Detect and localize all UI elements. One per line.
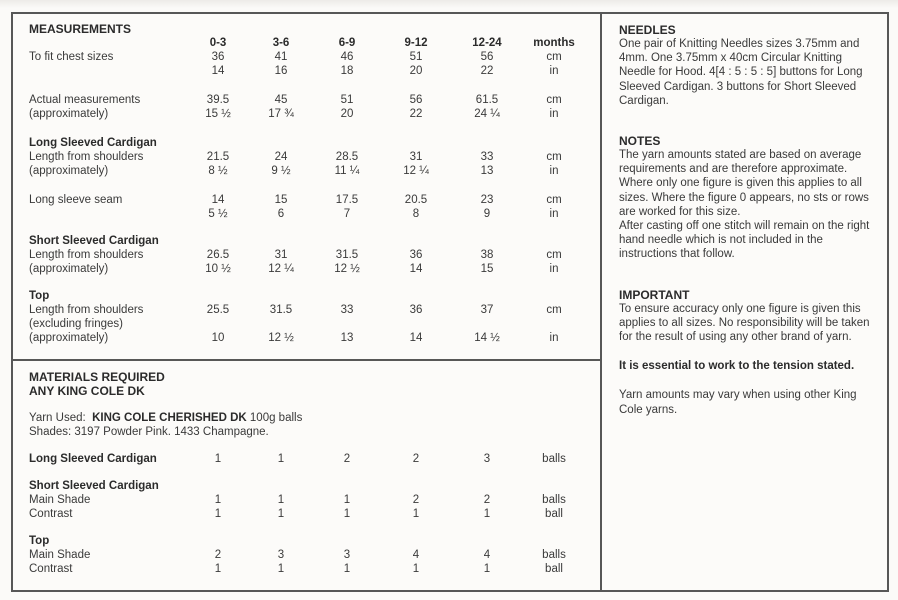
needles-text: One pair of Knitting Needles sizes 3.75mm and 4mm. One 3.75mm x 40cm Circular Knitting Needle for Hood. 4[4 : 5 : 5 : 5] buttons for Long Sleeved Cardigan. 3 buttons for Short Sleeved Cardigan. xyxy=(619,38,863,107)
measurement-line xyxy=(29,193,600,207)
size-value: 12 ½ xyxy=(268,332,294,344)
size-value: 51 xyxy=(340,94,354,106)
size-value: 56 xyxy=(480,51,494,63)
balls-value: 1 xyxy=(214,508,222,520)
balls-value: 1 xyxy=(277,508,285,520)
unit-label: cm xyxy=(546,151,562,163)
shades-line: Shades: 3197 Powder Pink. 1433 Champagne. xyxy=(29,426,269,438)
size-value xyxy=(187,317,249,331)
notes-paragraph: Where only one figure is given this applies to all sizes. Where the figure 0 appears, no sts or rows are worked for this size. xyxy=(619,177,869,218)
size-value xyxy=(249,317,313,331)
size-value: 45 xyxy=(274,94,288,106)
size-value: 38 xyxy=(480,249,494,261)
measurement-line xyxy=(29,248,600,262)
row-label xyxy=(29,64,187,78)
size-value: 25.5 xyxy=(206,304,230,316)
yarn-used-label: Yarn Used: xyxy=(29,412,86,424)
yarn-variation-note: Yarn amounts may vary when using other King Cole yarns. xyxy=(619,389,857,416)
garment-section-title: Short Sleeved Cardigan xyxy=(29,235,159,247)
balls-value: 1 xyxy=(412,563,420,575)
important-title: IMPORTANT xyxy=(619,287,690,302)
size-value: 24 xyxy=(274,151,288,163)
balls-value: 1 xyxy=(343,494,351,506)
garment-section-title: Long Sleeved Cardigan xyxy=(29,137,157,149)
size-value: 39.5 xyxy=(206,94,230,106)
measurement-line xyxy=(29,164,600,178)
size-value: 15 xyxy=(480,263,494,275)
row-label: (excluding fringes) xyxy=(29,318,123,330)
balls-value: 3 xyxy=(483,453,491,465)
size-value: 12 ¼ xyxy=(403,165,429,177)
notes-paragraph: After casting off one stitch will remain on the right hand needle which is not included in the instructions that follow. xyxy=(619,220,870,261)
measurement-line xyxy=(29,93,600,107)
unit-label xyxy=(523,317,585,331)
size-value: 24 ¼ xyxy=(474,108,500,120)
size-value: 20 xyxy=(409,65,423,77)
balls-value: 1 xyxy=(214,494,222,506)
size-value: 31 xyxy=(409,151,423,163)
balls-value: 2 xyxy=(412,494,420,506)
garment-section-title: Short Sleeved Cardigan xyxy=(29,480,159,492)
size-value: 20 xyxy=(340,108,354,120)
row-label xyxy=(29,207,187,221)
unit-label: in xyxy=(549,208,559,220)
row-label: Length from shoulders xyxy=(29,304,144,316)
balls-value: 1 xyxy=(277,453,285,465)
balls-value: 1 xyxy=(277,563,285,575)
unit-label: ball xyxy=(545,508,563,520)
materials-section xyxy=(13,361,600,590)
materials-row xyxy=(29,493,600,507)
size-value: 22 xyxy=(480,65,494,77)
unit-label: in xyxy=(549,108,559,120)
unit-label: in xyxy=(549,332,559,344)
size-value: 13 xyxy=(480,165,494,177)
materials-row xyxy=(29,562,600,576)
size-value: 33 xyxy=(340,304,354,316)
unit-label: cm xyxy=(546,94,562,106)
size-value: 10 xyxy=(211,332,225,344)
materials-row xyxy=(29,548,600,562)
balls-value: 2 xyxy=(412,453,420,465)
size-value: 14 xyxy=(211,194,225,206)
size-value: 14 ½ xyxy=(474,332,500,344)
measurement-line xyxy=(29,50,600,64)
size-value: 14 xyxy=(409,263,423,275)
row-label: Long sleeve seam xyxy=(29,194,123,206)
row-label: Length from shoulders xyxy=(29,151,144,163)
row-label: Main Shade xyxy=(29,549,91,561)
important-text: To ensure accuracy only one figure is given this applies to all sizes. No responsibility will be taken for the result of using any other brand of yarn. xyxy=(619,302,870,344)
balls-value: 1 xyxy=(343,508,351,520)
unit-label: balls xyxy=(542,549,566,561)
measurement-line xyxy=(29,317,600,331)
balls-value: 2 xyxy=(214,549,222,561)
materials-title-line2: ANY KING COLE DK xyxy=(29,384,145,398)
size-value: 9 xyxy=(483,208,491,220)
yarn-used-line xyxy=(29,411,600,425)
size-value: 13 xyxy=(340,332,354,344)
size-header-unit: months xyxy=(533,37,575,49)
size-value xyxy=(313,317,381,331)
row-label: (approximately) xyxy=(29,165,109,177)
size-value: 36 xyxy=(409,304,423,316)
size-value: 6 xyxy=(277,208,285,220)
size-value: 33 xyxy=(480,151,494,163)
unit-label: balls xyxy=(542,453,566,465)
size-value xyxy=(381,317,451,331)
row-label: Main Shade xyxy=(29,494,91,506)
size-value: 8 ½ xyxy=(208,165,228,177)
balls-value: 4 xyxy=(483,549,491,561)
balls-value: 3 xyxy=(343,549,351,561)
measurement-line xyxy=(29,107,600,121)
size-value: 31.5 xyxy=(269,304,293,316)
left-panel xyxy=(13,14,602,590)
row-label: To fit chest sizes xyxy=(29,51,114,63)
row-label: Length from shoulders xyxy=(29,249,144,261)
unit-label: ball xyxy=(545,563,563,575)
balls-value: 1 xyxy=(214,563,222,575)
row-label: Contrast xyxy=(29,563,73,575)
pattern-sheet xyxy=(11,12,889,592)
unit-label: cm xyxy=(546,304,562,316)
size-header: 9-12 xyxy=(404,37,428,49)
size-value: 46 xyxy=(340,51,354,63)
balls-value: 1 xyxy=(483,563,491,575)
row-label: (approximately) xyxy=(29,263,109,275)
size-value: 22 xyxy=(409,108,423,120)
size-value: 23 xyxy=(480,194,494,206)
size-value: 56 xyxy=(409,94,423,106)
size-value: 51 xyxy=(409,51,423,63)
size-value: 10 ½ xyxy=(205,263,231,275)
garment-section-title: Top xyxy=(29,535,50,547)
row-label: (approximately) xyxy=(29,332,109,344)
balls-value: 2 xyxy=(483,494,491,506)
unit-label: in xyxy=(549,165,559,177)
balls-value: 1 xyxy=(214,453,222,465)
row-label: Contrast xyxy=(29,508,73,520)
unit-label: cm xyxy=(546,51,562,63)
size-value: 9 ½ xyxy=(271,165,291,177)
size-value: 12 ½ xyxy=(334,263,360,275)
size-value: 14 xyxy=(409,332,423,344)
tension-emphasis-text: It is essential to work to the tension stated. xyxy=(619,360,855,373)
unit-label: in xyxy=(549,65,559,77)
size-value: 17 ¾ xyxy=(268,108,294,120)
garment-section-title: Top xyxy=(29,290,50,302)
size-value: 26.5 xyxy=(206,249,230,261)
size-value: 20.5 xyxy=(404,194,428,206)
size-value: 11 ¼ xyxy=(334,165,360,177)
notes-paragraph: The yarn amounts stated are based on average requirements and are therefore approximate. xyxy=(619,149,862,176)
size-value: 15 ½ xyxy=(205,108,231,120)
size-value: 31 xyxy=(274,249,288,261)
balls-value: 2 xyxy=(343,453,351,465)
size-value: 31.5 xyxy=(335,249,359,261)
unit-label: cm xyxy=(546,249,562,261)
size-value: 18 xyxy=(340,65,354,77)
row-label: (approximately) xyxy=(29,108,109,120)
row-label: Long Sleeved Cardigan xyxy=(29,453,157,465)
measurement-line xyxy=(29,262,600,276)
size-value: 16 xyxy=(274,65,288,77)
size-value: 36 xyxy=(409,249,423,261)
measurement-line xyxy=(29,207,600,221)
size-value: 7 xyxy=(343,208,351,220)
size-header: 0-3 xyxy=(209,37,227,49)
balls-value: 1 xyxy=(412,508,420,520)
size-value: 36 xyxy=(211,51,225,63)
balls-value: 1 xyxy=(277,494,285,506)
measurement-line xyxy=(29,150,600,164)
balls-value: 1 xyxy=(483,508,491,520)
unit-label: balls xyxy=(542,494,566,506)
unit-label: in xyxy=(549,263,559,275)
size-value: 61.5 xyxy=(475,94,499,106)
size-value: 37 xyxy=(480,304,494,316)
row-label: Actual measurements xyxy=(29,94,141,106)
size-value: 21.5 xyxy=(206,151,230,163)
header-spacer xyxy=(29,36,187,50)
size-value xyxy=(451,317,523,331)
size-header: 3-6 xyxy=(272,37,290,49)
size-value: 28.5 xyxy=(335,151,359,163)
scan-artifact-strip xyxy=(0,0,898,8)
measurement-line xyxy=(29,303,600,317)
measurement-line xyxy=(29,64,600,78)
materials-title-line1: MATERIALS REQUIRED xyxy=(29,370,165,384)
balls-value: 3 xyxy=(277,549,285,561)
size-value: 15 xyxy=(274,194,288,206)
size-value: 8 xyxy=(412,208,420,220)
yarn-name: KING COLE CHERISHED DK xyxy=(92,412,247,424)
size-value: 41 xyxy=(274,51,288,63)
materials-row xyxy=(29,507,600,521)
materials-row xyxy=(29,452,600,466)
balls-value: 1 xyxy=(343,563,351,575)
right-panel xyxy=(602,14,887,590)
size-header: 6-9 xyxy=(338,37,356,49)
measurements-title: MEASUREMENTS xyxy=(29,22,132,36)
size-header-row xyxy=(29,36,600,50)
unit-label: cm xyxy=(546,194,562,206)
size-value: 5 ½ xyxy=(208,208,228,220)
yarn-ball-size: 100g balls xyxy=(249,412,303,424)
measurement-line xyxy=(29,331,600,345)
notes-title: NOTES xyxy=(619,134,661,149)
size-value: 14 xyxy=(211,65,225,77)
size-value: 12 ¼ xyxy=(268,263,294,275)
measurements-section xyxy=(13,14,600,361)
size-header: 12-24 xyxy=(472,37,502,49)
size-value: 17.5 xyxy=(335,194,359,206)
balls-value: 4 xyxy=(412,549,420,561)
needles-title: NEEDLES xyxy=(619,23,676,37)
